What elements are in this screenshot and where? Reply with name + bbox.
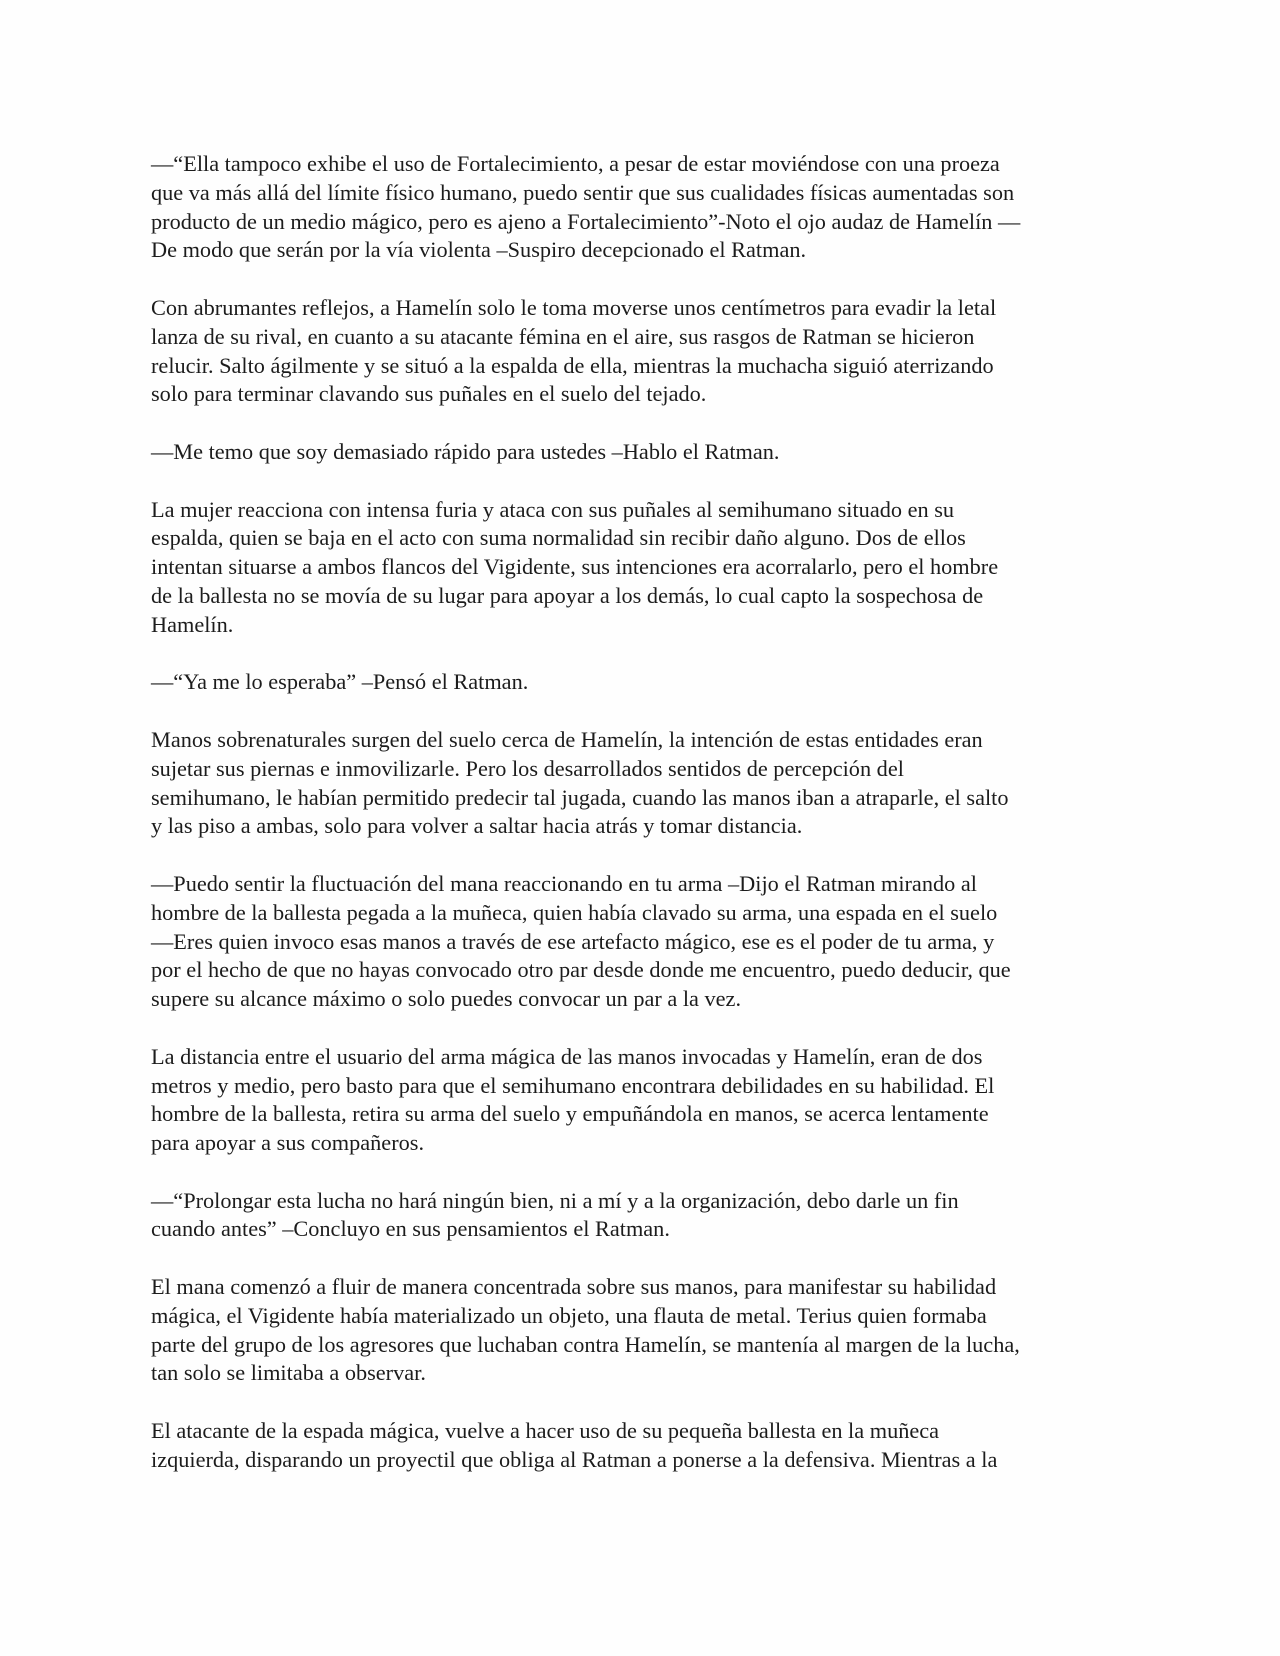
text-line: intentan situarse a ambos flancos del Vigidente, sus intenciones era acorralarlo, pero el hombre	[151, 554, 999, 580]
text-line: —“Prolongar esta lucha no hará ningún bien, ni a mí y a la organización, debo darle un fin	[151, 1187, 959, 1213]
paragraph	[151, 1417, 1141, 1475]
text-line: El mana comenzó a fluir de manera concentrada sobre sus manos, para manifestar su habilidad	[151, 1274, 997, 1300]
text-line: solo para terminar clavando sus puñales en el suelo del tejado.	[151, 381, 707, 407]
paragraph	[151, 1043, 1141, 1158]
text-line: semihumano, le habían permitido predecir tal jugada, cuando las manos iban a atraparle, el salto	[151, 784, 1009, 810]
text-line: —Me temo que soy demasiado rápido para ustedes –Hablo el Ratman.	[151, 438, 780, 464]
text-line: espalda, quien se baja en el acto con suma normalidad sin recibir daño alguno. Dos de ellos	[151, 525, 966, 551]
paragraph	[151, 1187, 1141, 1245]
text-line: hombre de la ballesta pegada a la muñeca, quien había clavado su arma, una espada en el suelo	[151, 899, 998, 925]
text-line: por el hecho de que no hayas convocado otro par desde donde me encuentro, puedo deducir, que	[151, 957, 1011, 983]
text-line: —Eres quien invoco esas manos a través de ese artefacto mágico, ese es el poder de tu arma, y	[151, 928, 995, 954]
text-line: El atacante de la espada mágica, vuelve a hacer uso de su pequeña ballesta en la muñeca	[151, 1418, 940, 1444]
document-body	[151, 150, 1141, 1503]
paragraph	[151, 1273, 1141, 1388]
text-line: sujetar sus piernas e inmovilizarle. Pero los desarrollados sentidos de percepción del	[151, 755, 904, 781]
text-line: que va más allá del límite físico humano, puedo sentir que sus cualidades físicas aumentadas son	[151, 179, 1015, 205]
text-line: producto de un medio mágico, pero es ajeno a Fortalecimiento”-Noto el ojo audaz de Hamelín —	[151, 208, 1021, 234]
text-line: y las piso a ambas, solo para volver a saltar hacia atrás y tomar distancia.	[151, 813, 803, 839]
paragraph	[151, 726, 1141, 841]
text-line: lanza de su rival, en cuanto a su atacante fémina en el aire, sus rasgos de Ratman se hicieron	[151, 323, 975, 349]
paragraph	[151, 294, 1141, 409]
paragraph	[151, 150, 1141, 265]
text-line: tan solo se limitaba a observar.	[151, 1360, 426, 1386]
text-line: —“Ella tampoco exhibe el uso de Fortalecimiento, a pesar de estar moviéndose con una proeza	[151, 151, 1000, 176]
text-line: La distancia entre el usuario del arma mágica de las manos invocadas y Hamelín, eran de dos	[151, 1043, 983, 1069]
text-line: Con abrumantes reflejos, a Hamelín solo le toma moverse unos centímetros para evadir la letal	[151, 294, 997, 320]
text-line: hombre de la ballesta, retira su arma del suelo y empuñándola en manos, se acerca lentamente	[151, 1101, 989, 1127]
text-line: De modo que serán por la vía violenta –Suspiro decepcionado el Ratman.	[151, 237, 807, 263]
text-line: Manos sobrenaturales surgen del suelo cerca de Hamelín, la intención de estas entidades eran	[151, 726, 983, 752]
text-line: La mujer reacciona con intensa furia y ataca con sus puñales al semihumano situado en su	[151, 496, 955, 522]
paragraph	[151, 668, 1141, 697]
paragraph	[151, 438, 1141, 467]
paragraph	[151, 870, 1141, 1014]
text-line: para apoyar a sus compañeros.	[151, 1130, 425, 1156]
text-line: parte del grupo de los agresores que luchaban contra Hamelín, se mantenía al margen de la lucha,	[151, 1331, 1020, 1357]
text-line: izquierda, disparando un proyectil que obliga al Ratman a ponerse a la defensiva. Mientras a la	[151, 1446, 998, 1472]
text-line: supere su alcance máximo o solo puedes convocar un par a la vez.	[151, 986, 742, 1012]
text-line: Hamelín.	[151, 611, 234, 637]
text-line: de la ballesta no se movía de su lugar para apoyar a los demás, lo cual capto la sospechosa de	[151, 582, 984, 608]
text-line: cuando antes” –Concluyo en sus pensamientos el Ratman.	[151, 1216, 670, 1242]
text-line: relucir. Salto ágilmente y se situó a la espalda de ella, mientras la muchacha siguió aterrizando	[151, 352, 994, 378]
paragraph	[151, 496, 1141, 640]
text-line: —“Ya me lo esperaba” –Pensó el Ratman.	[151, 669, 529, 695]
text-line: mágica, el Vigidente había materializado un objeto, una flauta de metal. Terius quien formaba	[151, 1302, 987, 1328]
text-line: metros y medio, pero basto para que el semihumano encontrara debilidades en su habilidad. El	[151, 1072, 995, 1098]
text-line: —Puedo sentir la fluctuación del mana reaccionando en tu arma –Dijo el Ratman mirando al	[151, 870, 977, 896]
